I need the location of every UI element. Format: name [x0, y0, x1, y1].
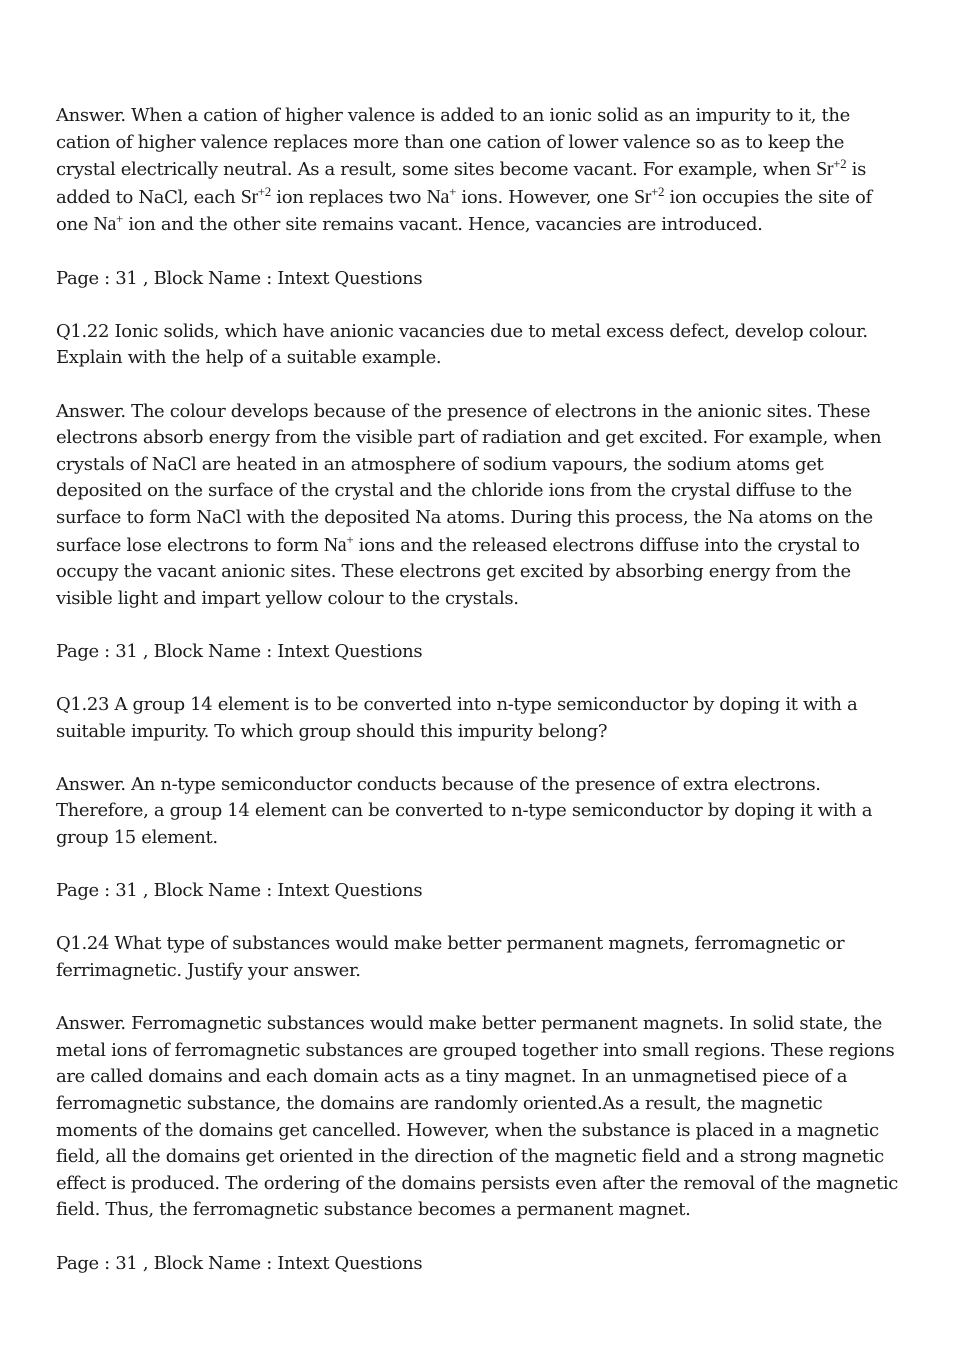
text-run: Answer. The colour develops because of the presence of electrons in the anionic sites. These electrons absorb energy from the visible part of radiation and get excited. For example, when crystals of NaCl are heated in an atmosphere of sodium vapours, the sodium atoms get deposited on the surface of the crystal and the chloride ions from the crystal diffuse to the surface to form NaCl with the deposited Na atoms. During this process, the Na atoms on the surface lose electrons to form	[56, 400, 882, 556]
ion-charge: +2	[833, 156, 847, 172]
chemical-ion	[93, 213, 123, 235]
question-paragraph	[56, 931, 906, 984]
text-run: Page : 31 , Block Name : Intext Questions	[56, 267, 423, 289]
text-run: Q1.22 Ionic solids, which have anionic vacancies due to metal excess defect, develop colour. Explain with the help of a suitable example.	[56, 320, 868, 369]
text-run: is added to NaCl, each	[56, 159, 866, 208]
chemical-ion	[816, 158, 846, 180]
ion-charge: +2	[651, 183, 665, 199]
chemical-ion	[323, 531, 354, 556]
text-run: Page : 31 , Block Name : Intext Questions	[56, 880, 423, 902]
page-reference	[56, 639, 906, 666]
text-run: Answer. When a cation of higher valence is added to an ionic solid as an impurity to it, the cation of higher valence replaces more than one cation of lower valence so as to keep the crystal electrically neutral. As a result, some sites become vacant. For example, when	[56, 105, 850, 181]
question-paragraph	[56, 692, 906, 745]
text-run: ion occupies the site of one	[56, 186, 872, 236]
chemical-ion	[240, 183, 271, 208]
ion-charge: +	[449, 183, 457, 199]
ion-symbol: Sr	[633, 185, 652, 208]
ion-charge: +2	[257, 183, 271, 199]
text-run: ion and the other site remains vacant. Hence, vacancies are introduced.	[123, 214, 763, 236]
chemical-ion	[633, 183, 665, 208]
ion-symbol: Sr	[240, 185, 258, 208]
ion-symbol: Na	[426, 185, 450, 208]
answer-paragraph	[56, 399, 906, 613]
text-run: Q1.23 A group 14 element is to be converted into n-type semiconductor by doping it with a suitable impurity. To which group should this impurity belong?	[56, 694, 858, 742]
answer-paragraph	[56, 772, 906, 852]
document-page	[56, 103, 906, 1304]
chemical-ion	[426, 183, 457, 208]
text-run: ion replaces two	[270, 186, 427, 208]
answer-paragraph	[56, 103, 906, 239]
text-run: ions and the released electrons diffuse into the crystal to occupy the vacant anionic sites. These electrons get excited by absorbing energy from the visible light and impart yellow colour to the crystals.	[56, 534, 860, 609]
page-reference	[56, 878, 906, 905]
ion-symbol: Na	[93, 213, 117, 236]
ion-symbol: Sr	[816, 158, 834, 181]
ion-charge: +	[346, 531, 354, 547]
text-run: Page : 31 , Block Name : Intext Questions	[56, 1252, 423, 1274]
text-run: Q1.24 What type of substances would make better permanent magnets, ferromagnetic or ferrimagnetic. Justify your answer.	[56, 933, 845, 981]
ion-symbol: Na	[323, 533, 347, 556]
text-run: ions. However, one	[456, 186, 634, 208]
page-reference	[56, 1251, 906, 1278]
text-run: Page : 31 , Block Name : Intext Questions	[56, 640, 423, 662]
text-run: Answer. An n-type semiconductor conducts because of the presence of extra electrons. Therefore, a group 14 element can be converted to n-type semiconductor by doping it with a group 15 element.	[56, 773, 873, 849]
question-paragraph	[56, 319, 906, 372]
ion-charge: +	[116, 211, 124, 227]
page-reference	[56, 266, 906, 293]
answer-paragraph	[56, 1011, 906, 1224]
text-run: Answer. Ferromagnetic substances would make better permanent magnets. In solid state, the metal ions of ferromagnetic substances are grouped together into small regions. These regions are called domains and each domain acts as a tiny magnet. In an unmagnetised piece of a ferromagnetic substance, the domains are randomly oriented.As a result, the magnetic moments of the domains get cancelled. However, when the substance is placed in a magnetic field, all the domains get oriented in the direction of the magnetic field and a strong magnetic effect is produced. The ordering of the domains persists even after the removal of the magnetic field. Thus, the ferromagnetic substance becomes a permanent magnet.	[56, 1013, 898, 1221]
